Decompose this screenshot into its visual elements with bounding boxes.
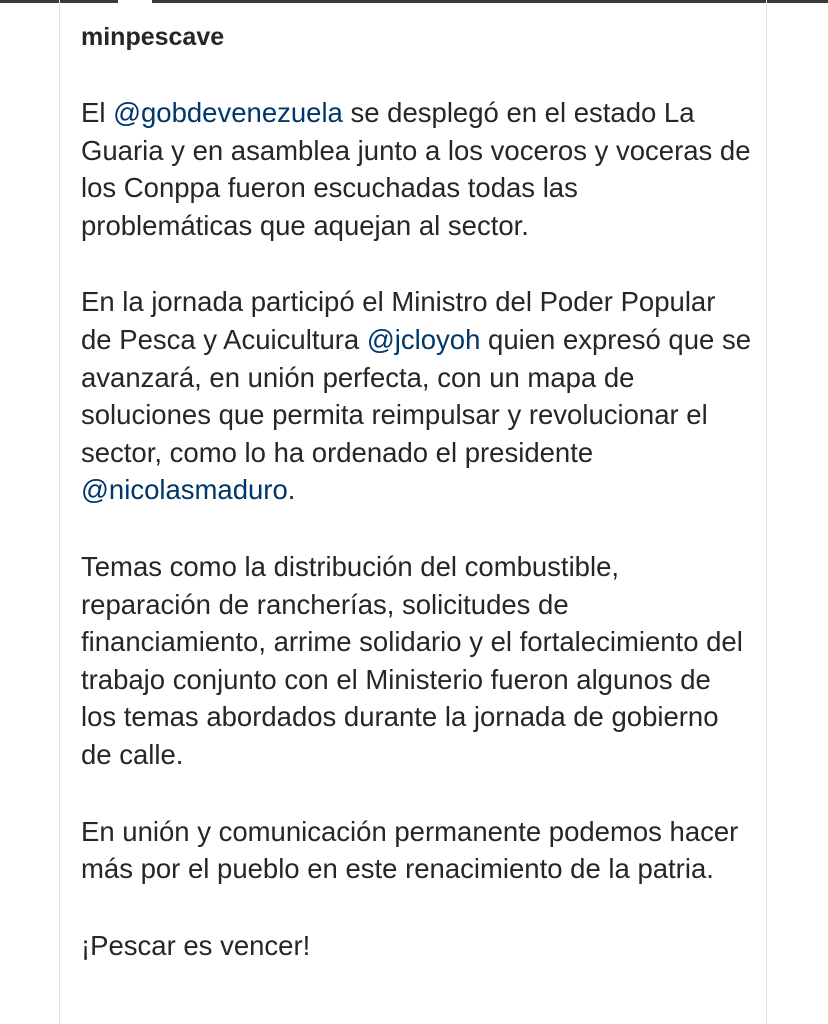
caption-paragraph (81, 927, 751, 965)
caption-paragraph (81, 813, 751, 888)
card-left-border (59, 0, 60, 1024)
caption-text-segment: se desplegó en el estado La Guaria y en asamblea junto a los voceros y voceras de los Conppa fueron escuchadas todas las problemáticas que aquejan al sector. (81, 97, 751, 241)
caption-text-segment: El (81, 97, 114, 128)
mention-link[interactable]: @nicolasmaduro (81, 474, 288, 506)
caption-paragraph (81, 548, 751, 774)
caption-text-segment: En unión y comunicación permanente podemos hacer más por el pueblo en este renacimiento de la patria. (81, 815, 739, 885)
post-username[interactable]: minpescave (81, 23, 225, 51)
caption-text-segment: Temas como la distribución del combustible, reparación de rancherías, solicitudes de financiamiento, arrime solidario y el fortalecimiento del trabajo conjunto con el Ministerio fueron algunos de los temas abordados durante la jornada de gobierno de calle. (81, 550, 743, 770)
card-right-border (766, 0, 767, 1024)
mention-link[interactable]: @gobdevenezuela (113, 97, 343, 128)
mention-link[interactable]: @jcloyoh (366, 323, 481, 355)
post-caption-card (81, 20, 751, 964)
caption-text-segment: ¡Pescar es vencer! (81, 929, 311, 961)
caption-text (81, 94, 751, 964)
caption-paragraph (81, 94, 751, 244)
caption-text-segment: En la jornada participó el Ministro del Poder Popular de Pesca y Acuicultura (81, 286, 716, 355)
top-divider-gap (118, 0, 152, 3)
caption-text-segment: quien expresó que se avanzará, en unión perfecta, con un mapa de soluciones que permita reimpulsar y revolucionar el sector, como lo ha ordenado el presidente (81, 323, 751, 468)
caption-text-segment: . (287, 474, 296, 506)
caption-paragraph (81, 283, 751, 509)
